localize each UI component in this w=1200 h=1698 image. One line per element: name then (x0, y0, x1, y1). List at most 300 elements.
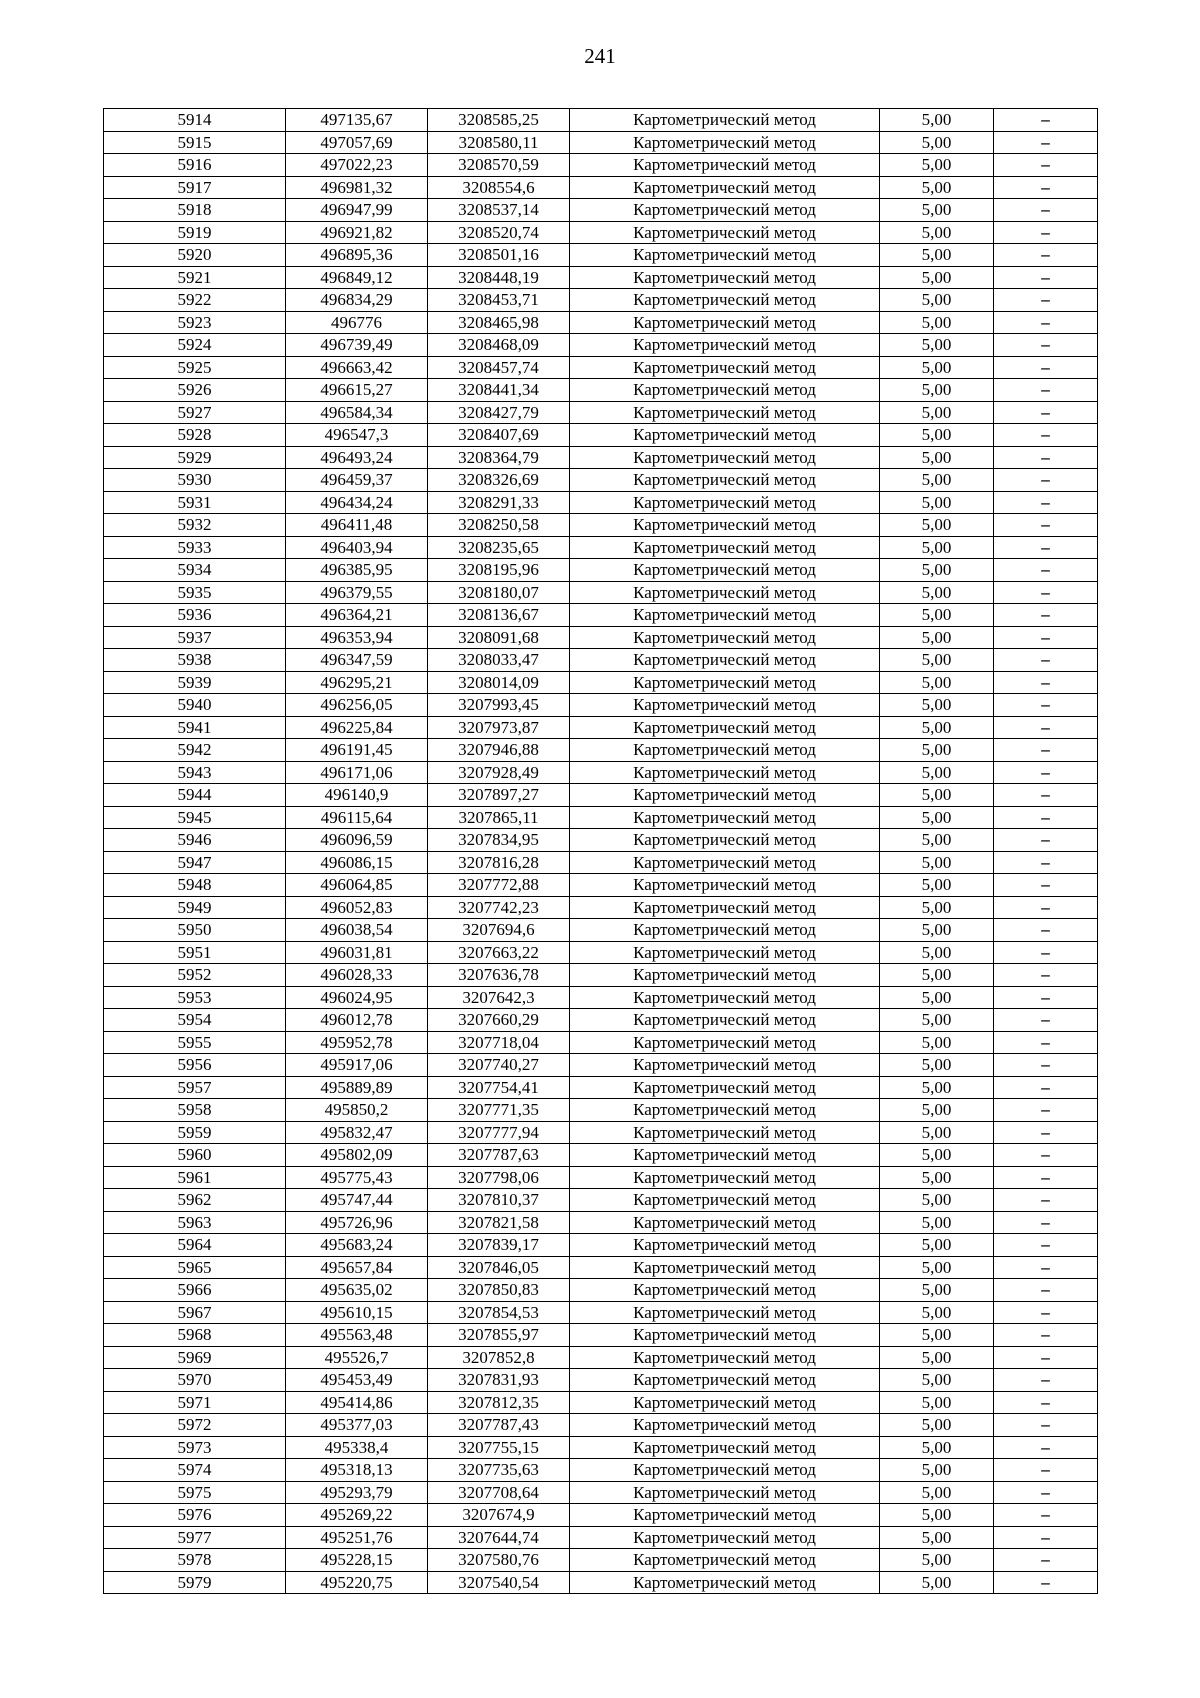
accuracy-cell: 5,00 (880, 649, 994, 672)
method-cell: Картометрический метод (570, 581, 880, 604)
accuracy-cell: 5,00 (880, 1076, 994, 1099)
x-coordinate-cell: 496834,29 (286, 289, 428, 312)
x-coordinate-cell: 495657,84 (286, 1256, 428, 1279)
table-row (104, 1054, 1098, 1077)
x-coordinate-cell: 495726,96 (286, 1211, 428, 1234)
table-row (104, 244, 1098, 267)
point-number-cell: 5924 (104, 334, 286, 357)
method-cell: Картометрический метод (570, 491, 880, 514)
accuracy-cell: 5,00 (880, 154, 994, 177)
x-coordinate-cell: 496038,54 (286, 919, 428, 942)
y-coordinate-cell: 3207735,63 (428, 1459, 570, 1482)
accuracy-cell: 5,00 (880, 221, 994, 244)
note-cell: – (994, 1481, 1098, 1504)
accuracy-cell: 5,00 (880, 199, 994, 222)
accuracy-cell: 5,00 (880, 1166, 994, 1189)
method-cell: Картометрический метод (570, 559, 880, 582)
accuracy-cell: 5,00 (880, 1234, 994, 1257)
point-number-cell: 5963 (104, 1211, 286, 1234)
x-coordinate-cell: 496347,59 (286, 649, 428, 672)
accuracy-cell: 5,00 (880, 1121, 994, 1144)
y-coordinate-cell: 3208520,74 (428, 221, 570, 244)
point-number-cell: 5966 (104, 1279, 286, 1302)
method-cell: Картометрический метод (570, 1166, 880, 1189)
note-cell: – (994, 896, 1098, 919)
x-coordinate-cell: 496225,84 (286, 716, 428, 739)
accuracy-cell: 5,00 (880, 1346, 994, 1369)
point-number-cell: 5955 (104, 1031, 286, 1054)
y-coordinate-cell: 3207821,58 (428, 1211, 570, 1234)
y-coordinate-cell: 3207798,06 (428, 1166, 570, 1189)
y-coordinate-cell: 3207787,43 (428, 1414, 570, 1437)
accuracy-cell: 5,00 (880, 1099, 994, 1122)
method-cell: Картометрический метод (570, 1549, 880, 1572)
note-cell: – (994, 1211, 1098, 1234)
note-cell: – (994, 1076, 1098, 1099)
note-cell: – (994, 356, 1098, 379)
note-cell: – (994, 761, 1098, 784)
y-coordinate-cell: 3207754,41 (428, 1076, 570, 1099)
note-cell: – (994, 221, 1098, 244)
note-cell: – (994, 784, 1098, 807)
x-coordinate-cell: 496012,78 (286, 1009, 428, 1032)
x-coordinate-cell: 497057,69 (286, 131, 428, 154)
point-number-cell: 5952 (104, 964, 286, 987)
y-coordinate-cell: 3207973,87 (428, 716, 570, 739)
table-row (104, 401, 1098, 424)
y-coordinate-cell: 3208364,79 (428, 446, 570, 469)
method-cell: Картометрический метод (570, 221, 880, 244)
accuracy-cell: 5,00 (880, 266, 994, 289)
y-coordinate-cell: 3207580,76 (428, 1549, 570, 1572)
accuracy-cell: 5,00 (880, 581, 994, 604)
point-number-cell: 5975 (104, 1481, 286, 1504)
note-cell: – (994, 514, 1098, 537)
y-coordinate-cell: 3207839,17 (428, 1234, 570, 1257)
point-number-cell: 5953 (104, 986, 286, 1009)
accuracy-cell: 5,00 (880, 1369, 994, 1392)
x-coordinate-cell: 495414,86 (286, 1391, 428, 1414)
y-coordinate-cell: 3207540,54 (428, 1571, 570, 1594)
point-number-cell: 5959 (104, 1121, 286, 1144)
y-coordinate-cell: 3207928,49 (428, 761, 570, 784)
x-coordinate-cell: 496385,95 (286, 559, 428, 582)
y-coordinate-cell: 3207642,3 (428, 986, 570, 1009)
point-number-cell: 5936 (104, 604, 286, 627)
method-cell: Картометрический метод (570, 1144, 880, 1167)
accuracy-cell: 5,00 (880, 874, 994, 897)
x-coordinate-cell: 496364,21 (286, 604, 428, 627)
accuracy-cell: 5,00 (880, 806, 994, 829)
accuracy-cell: 5,00 (880, 964, 994, 987)
accuracy-cell: 5,00 (880, 1054, 994, 1077)
accuracy-cell: 5,00 (880, 986, 994, 1009)
y-coordinate-cell: 3207834,95 (428, 829, 570, 852)
table-row (104, 176, 1098, 199)
note-cell: – (994, 131, 1098, 154)
point-number-cell: 5921 (104, 266, 286, 289)
accuracy-cell: 5,00 (880, 1009, 994, 1032)
table-row (104, 1031, 1098, 1054)
note-cell: – (994, 244, 1098, 267)
y-coordinate-cell: 3208570,59 (428, 154, 570, 177)
x-coordinate-cell: 496849,12 (286, 266, 428, 289)
point-number-cell: 5926 (104, 379, 286, 402)
x-coordinate-cell: 496493,24 (286, 446, 428, 469)
point-number-cell: 5969 (104, 1346, 286, 1369)
table-row (104, 1481, 1098, 1504)
note-cell: – (994, 199, 1098, 222)
method-cell: Картометрический метод (570, 1459, 880, 1482)
point-number-cell: 5922 (104, 289, 286, 312)
note-cell: – (994, 176, 1098, 199)
x-coordinate-cell: 496739,49 (286, 334, 428, 357)
table-row (104, 199, 1098, 222)
x-coordinate-cell: 495563,48 (286, 1324, 428, 1347)
note-cell: – (994, 1256, 1098, 1279)
method-cell: Картометрический метод (570, 424, 880, 447)
table-row (104, 424, 1098, 447)
note-cell: – (994, 626, 1098, 649)
point-number-cell: 5964 (104, 1234, 286, 1257)
y-coordinate-cell: 3207772,88 (428, 874, 570, 897)
y-coordinate-cell: 3208195,96 (428, 559, 570, 582)
note-cell: – (994, 739, 1098, 762)
accuracy-cell: 5,00 (880, 941, 994, 964)
method-cell: Картометрический метод (570, 1189, 880, 1212)
y-coordinate-cell: 3208291,33 (428, 491, 570, 514)
x-coordinate-cell: 496663,42 (286, 356, 428, 379)
coordinates-table-body (104, 109, 1098, 1594)
note-cell: – (994, 1549, 1098, 1572)
x-coordinate-cell: 496947,99 (286, 199, 428, 222)
method-cell: Картометрический метод (570, 964, 880, 987)
y-coordinate-cell: 3208180,07 (428, 581, 570, 604)
point-number-cell: 5928 (104, 424, 286, 447)
point-number-cell: 5976 (104, 1504, 286, 1527)
table-row (104, 559, 1098, 582)
x-coordinate-cell: 496411,48 (286, 514, 428, 537)
table-row (104, 154, 1098, 177)
y-coordinate-cell: 3207831,93 (428, 1369, 570, 1392)
note-cell: – (994, 1346, 1098, 1369)
x-coordinate-cell: 496256,05 (286, 694, 428, 717)
y-coordinate-cell: 3208537,14 (428, 199, 570, 222)
table-row (104, 1301, 1098, 1324)
point-number-cell: 5945 (104, 806, 286, 829)
x-coordinate-cell: 495952,78 (286, 1031, 428, 1054)
table-row (104, 919, 1098, 942)
y-coordinate-cell: 3207771,35 (428, 1099, 570, 1122)
note-cell: – (994, 379, 1098, 402)
note-cell: – (994, 694, 1098, 717)
accuracy-cell: 5,00 (880, 1504, 994, 1527)
method-cell: Картометрический метод (570, 334, 880, 357)
accuracy-cell: 5,00 (880, 671, 994, 694)
table-row (104, 446, 1098, 469)
note-cell: – (994, 424, 1098, 447)
accuracy-cell: 5,00 (880, 919, 994, 942)
table-row (104, 1324, 1098, 1347)
y-coordinate-cell: 3208580,11 (428, 131, 570, 154)
table-row (104, 514, 1098, 537)
y-coordinate-cell: 3207663,22 (428, 941, 570, 964)
point-number-cell: 5939 (104, 671, 286, 694)
note-cell: – (994, 806, 1098, 829)
y-coordinate-cell: 3207852,8 (428, 1346, 570, 1369)
x-coordinate-cell: 495338,4 (286, 1436, 428, 1459)
table-row (104, 311, 1098, 334)
accuracy-cell: 5,00 (880, 1031, 994, 1054)
y-coordinate-cell: 3208235,65 (428, 536, 570, 559)
note-cell: – (994, 829, 1098, 852)
note-cell: – (994, 1031, 1098, 1054)
point-number-cell: 5948 (104, 874, 286, 897)
table-row (104, 1009, 1098, 1032)
x-coordinate-cell: 496140,9 (286, 784, 428, 807)
method-cell: Картометрический метод (570, 649, 880, 672)
note-cell: – (994, 266, 1098, 289)
method-cell: Картометрический метод (570, 806, 880, 829)
note-cell: – (994, 941, 1098, 964)
table-row (104, 739, 1098, 762)
method-cell: Картометрический метод (570, 1279, 880, 1302)
y-coordinate-cell: 3207812,35 (428, 1391, 570, 1414)
accuracy-cell: 5,00 (880, 1436, 994, 1459)
y-coordinate-cell: 3207855,97 (428, 1324, 570, 1347)
point-number-cell: 5974 (104, 1459, 286, 1482)
method-cell: Картометрический метод (570, 716, 880, 739)
y-coordinate-cell: 3208453,71 (428, 289, 570, 312)
table-row (104, 581, 1098, 604)
method-cell: Картометрический метод (570, 1211, 880, 1234)
accuracy-cell: 5,00 (880, 829, 994, 852)
table-row (104, 221, 1098, 244)
x-coordinate-cell: 496459,37 (286, 469, 428, 492)
table-row (104, 941, 1098, 964)
method-cell: Картометрический метод (570, 604, 880, 627)
y-coordinate-cell: 3207865,11 (428, 806, 570, 829)
note-cell: – (994, 1436, 1098, 1459)
point-number-cell: 5938 (104, 649, 286, 672)
table-row (104, 761, 1098, 784)
note-cell: – (994, 311, 1098, 334)
note-cell: – (994, 536, 1098, 559)
y-coordinate-cell: 3207816,28 (428, 851, 570, 874)
x-coordinate-cell: 496052,83 (286, 896, 428, 919)
note-cell: – (994, 1391, 1098, 1414)
y-coordinate-cell: 3208136,67 (428, 604, 570, 627)
point-number-cell: 5934 (104, 559, 286, 582)
note-cell: – (994, 1166, 1098, 1189)
method-cell: Картометрический метод (570, 671, 880, 694)
method-cell: Картометрический метод (570, 289, 880, 312)
accuracy-cell: 5,00 (880, 1189, 994, 1212)
note-cell: – (994, 1504, 1098, 1527)
method-cell: Картометрический метод (570, 379, 880, 402)
x-coordinate-cell: 496353,94 (286, 626, 428, 649)
table-row (104, 1459, 1098, 1482)
x-coordinate-cell: 495526,7 (286, 1346, 428, 1369)
table-row (104, 334, 1098, 357)
y-coordinate-cell: 3207854,53 (428, 1301, 570, 1324)
y-coordinate-cell: 3207674,9 (428, 1504, 570, 1527)
accuracy-cell: 5,00 (880, 446, 994, 469)
page-number: 241 (584, 44, 616, 68)
method-cell: Картометрический метод (570, 1076, 880, 1099)
table-row (104, 986, 1098, 1009)
point-number-cell: 5918 (104, 199, 286, 222)
x-coordinate-cell: 495635,02 (286, 1279, 428, 1302)
y-coordinate-cell: 3208554,6 (428, 176, 570, 199)
note-cell: – (994, 1279, 1098, 1302)
point-number-cell: 5923 (104, 311, 286, 334)
table-row (104, 109, 1098, 132)
accuracy-cell: 5,00 (880, 1256, 994, 1279)
accuracy-cell: 5,00 (880, 1391, 994, 1414)
point-number-cell: 5941 (104, 716, 286, 739)
table-row (104, 1099, 1098, 1122)
method-cell: Картометрический метод (570, 1121, 880, 1144)
table-row (104, 626, 1098, 649)
note-cell: – (994, 874, 1098, 897)
accuracy-cell: 5,00 (880, 424, 994, 447)
point-number-cell: 5929 (104, 446, 286, 469)
note-cell: – (994, 1009, 1098, 1032)
x-coordinate-cell: 495269,22 (286, 1504, 428, 1527)
x-coordinate-cell: 497135,67 (286, 109, 428, 132)
method-cell: Картометрический метод (570, 1504, 880, 1527)
y-coordinate-cell: 3207993,45 (428, 694, 570, 717)
x-coordinate-cell: 495228,15 (286, 1549, 428, 1572)
y-coordinate-cell: 3208033,47 (428, 649, 570, 672)
table-row (104, 806, 1098, 829)
table-row (104, 1436, 1098, 1459)
accuracy-cell: 5,00 (880, 536, 994, 559)
y-coordinate-cell: 3207850,83 (428, 1279, 570, 1302)
method-cell: Картометрический метод (570, 874, 880, 897)
point-number-cell: 5971 (104, 1391, 286, 1414)
method-cell: Картометрический метод (570, 1234, 880, 1257)
method-cell: Картометрический метод (570, 694, 880, 717)
accuracy-cell: 5,00 (880, 356, 994, 379)
note-cell: – (994, 289, 1098, 312)
y-coordinate-cell: 3208091,68 (428, 626, 570, 649)
point-number-cell: 5933 (104, 536, 286, 559)
note-cell: – (994, 716, 1098, 739)
x-coordinate-cell: 495610,15 (286, 1301, 428, 1324)
note-cell: – (994, 1526, 1098, 1549)
table-row (104, 1549, 1098, 1572)
note-cell: – (994, 986, 1098, 1009)
accuracy-cell: 5,00 (880, 176, 994, 199)
table-row (104, 1414, 1098, 1437)
point-number-cell: 5940 (104, 694, 286, 717)
table-row (104, 1211, 1098, 1234)
method-cell: Картометрический метод (570, 446, 880, 469)
x-coordinate-cell: 495251,76 (286, 1526, 428, 1549)
method-cell: Картометрический метод (570, 514, 880, 537)
point-number-cell: 5915 (104, 131, 286, 154)
y-coordinate-cell: 3207636,78 (428, 964, 570, 987)
note-cell: – (994, 671, 1098, 694)
method-cell: Картометрический метод (570, 1571, 880, 1594)
method-cell: Картометрический метод (570, 1436, 880, 1459)
point-number-cell: 5979 (104, 1571, 286, 1594)
point-number-cell: 5932 (104, 514, 286, 537)
point-number-cell: 5973 (104, 1436, 286, 1459)
note-cell: – (994, 446, 1098, 469)
method-cell: Картометрический метод (570, 536, 880, 559)
accuracy-cell: 5,00 (880, 1571, 994, 1594)
note-cell: – (994, 559, 1098, 582)
point-number-cell: 5930 (104, 469, 286, 492)
y-coordinate-cell: 3208407,69 (428, 424, 570, 447)
accuracy-cell: 5,00 (880, 1279, 994, 1302)
note-cell: – (994, 649, 1098, 672)
point-number-cell: 5942 (104, 739, 286, 762)
accuracy-cell: 5,00 (880, 1459, 994, 1482)
y-coordinate-cell: 3208326,69 (428, 469, 570, 492)
table-row (104, 1571, 1098, 1594)
x-coordinate-cell: 496086,15 (286, 851, 428, 874)
x-coordinate-cell: 496547,3 (286, 424, 428, 447)
accuracy-cell: 5,00 (880, 739, 994, 762)
point-number-cell: 5949 (104, 896, 286, 919)
method-cell: Картометрический метод (570, 1054, 880, 1077)
y-coordinate-cell: 3208501,16 (428, 244, 570, 267)
y-coordinate-cell: 3207810,37 (428, 1189, 570, 1212)
x-coordinate-cell: 495775,43 (286, 1166, 428, 1189)
x-coordinate-cell: 495850,2 (286, 1099, 428, 1122)
table-row (104, 694, 1098, 717)
note-cell: – (994, 401, 1098, 424)
point-number-cell: 5977 (104, 1526, 286, 1549)
table-row (104, 131, 1098, 154)
note-cell: – (994, 1301, 1098, 1324)
accuracy-cell: 5,00 (880, 626, 994, 649)
note-cell: – (994, 1369, 1098, 1392)
point-number-cell: 5927 (104, 401, 286, 424)
method-cell: Картометрический метод (570, 784, 880, 807)
table-row (104, 1234, 1098, 1257)
y-coordinate-cell: 3207846,05 (428, 1256, 570, 1279)
y-coordinate-cell: 3207740,27 (428, 1054, 570, 1077)
y-coordinate-cell: 3208465,98 (428, 311, 570, 334)
point-number-cell: 5951 (104, 941, 286, 964)
point-number-cell: 5965 (104, 1256, 286, 1279)
table-row (104, 1369, 1098, 1392)
accuracy-cell: 5,00 (880, 491, 994, 514)
accuracy-cell: 5,00 (880, 694, 994, 717)
method-cell: Картометрический метод (570, 1481, 880, 1504)
x-coordinate-cell: 496981,32 (286, 176, 428, 199)
method-cell: Картометрический метод (570, 131, 880, 154)
point-number-cell: 5962 (104, 1189, 286, 1212)
table-row (104, 1279, 1098, 1302)
point-number-cell: 5919 (104, 221, 286, 244)
table-row (104, 1076, 1098, 1099)
accuracy-cell: 5,00 (880, 1324, 994, 1347)
method-cell: Картометрический метод (570, 851, 880, 874)
accuracy-cell: 5,00 (880, 1301, 994, 1324)
x-coordinate-cell: 496096,59 (286, 829, 428, 852)
y-coordinate-cell: 3207755,15 (428, 1436, 570, 1459)
note-cell: – (994, 469, 1098, 492)
x-coordinate-cell: 496379,55 (286, 581, 428, 604)
x-coordinate-cell: 496028,33 (286, 964, 428, 987)
x-coordinate-cell: 495220,75 (286, 1571, 428, 1594)
